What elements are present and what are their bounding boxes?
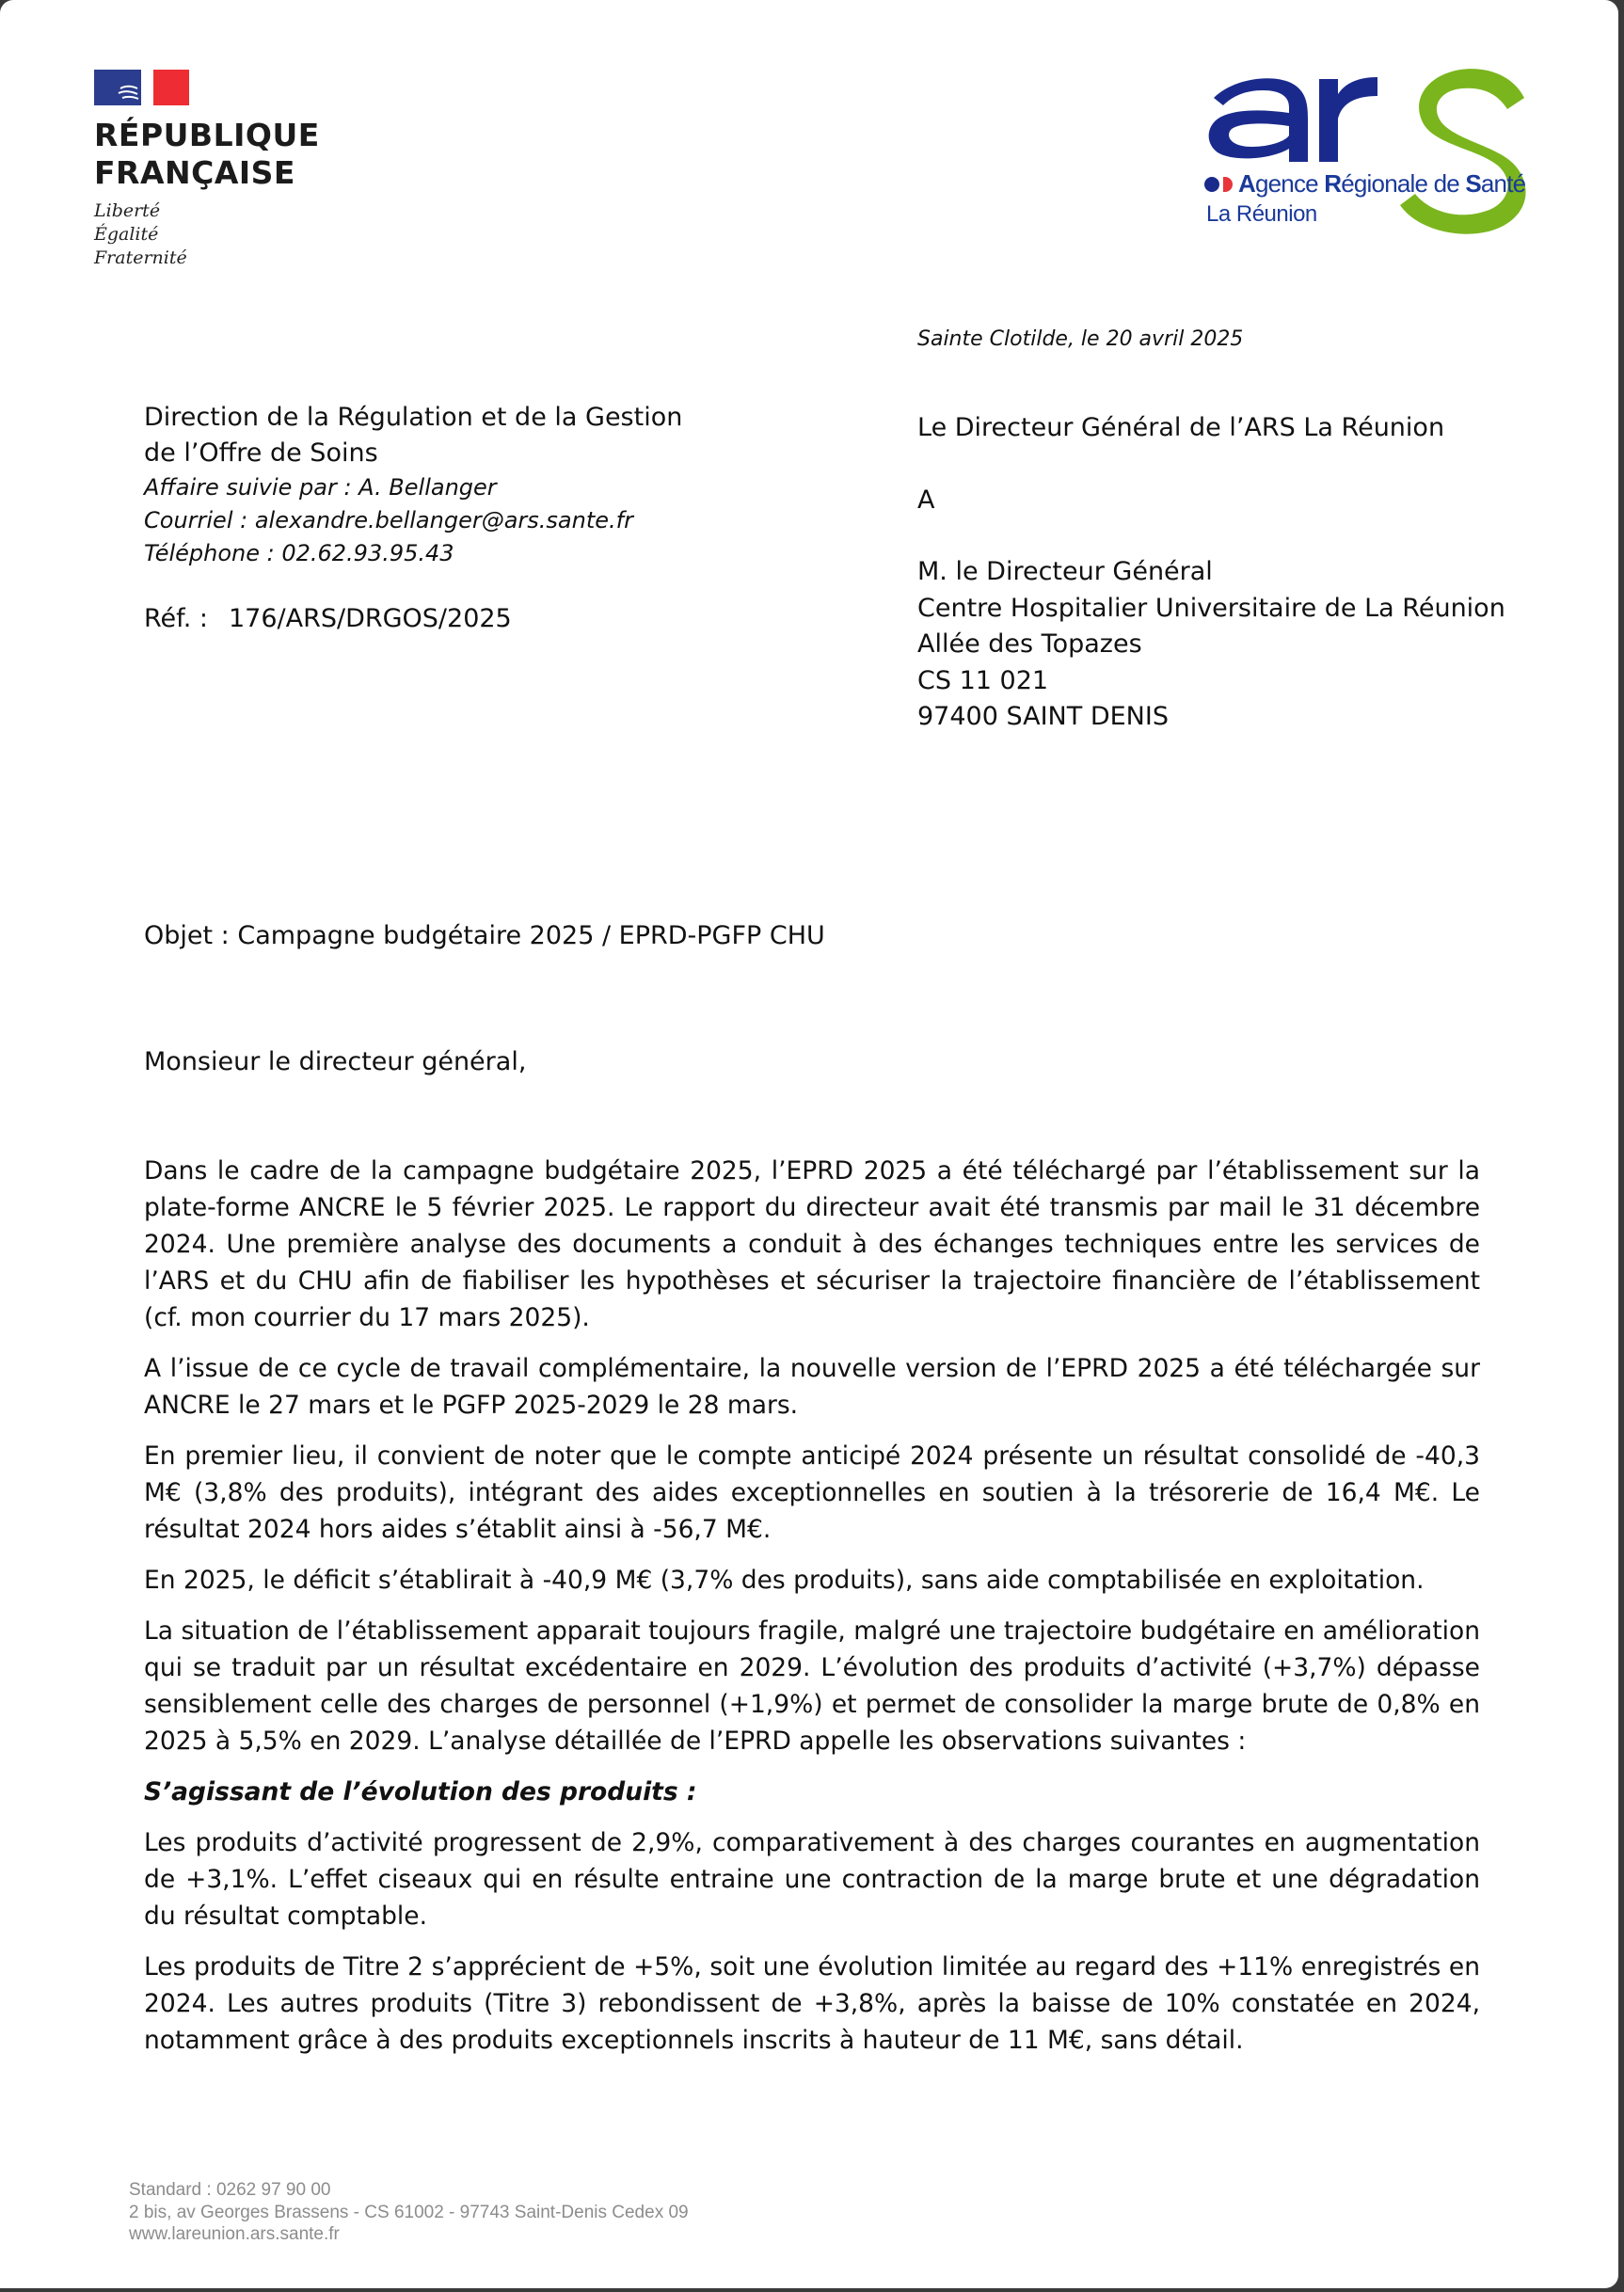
ars-logo <box>1204 62 1543 260</box>
recipient-address-line: M. le Directeur Général <box>917 557 1213 586</box>
sender-department-line-2: de l’Offre de Soins <box>144 438 378 468</box>
agency-text-3: anté <box>1480 169 1526 198</box>
motto-fraternite: Fraternité <box>94 247 187 268</box>
republique-francaise-title <box>94 117 339 192</box>
reference <box>144 604 512 633</box>
followed-by: Affaire suivie par : A. Bellanger <box>144 474 497 501</box>
body-paragraph: En 2025, le déficit s’établirait à -40,9 M€ (3,7% des produits), sans aide comptabilisée en exploitation. <box>144 1566 1425 1595</box>
ars-agency-name <box>1204 169 1525 199</box>
motto-liberte: Liberté <box>94 200 161 221</box>
section-paragraph: Les produits de Titre 2 s’apprécient de +5%, soit une évolution limitée au regard des +11% enregistrés en 2024. Les autres produits (Titre 3) rebondissent de +3,8%, après la baisse de 10% constatée en 2024, notamment grâce à des produits exceptionnels inscrits à hauteur de 11 M€, sans détail. <box>144 1952 1480 2055</box>
sender-email[interactable]: Courriel : alexandre.bellanger@ars.sante.fr <box>144 507 633 533</box>
recipient-address-line: CS 11 021 <box>917 665 1049 695</box>
ars-red-half-dot-icon <box>1223 177 1233 192</box>
date-line: Sainte Clotilde, le 20 avril 2025 <box>917 327 1244 351</box>
sender-block <box>144 400 682 570</box>
agency-text-1: gence <box>1254 169 1325 198</box>
footer-standard: Standard : 0262 97 90 00 <box>129 2180 331 2200</box>
letter-from: Le Directeur Général de l’ARS La Réunion <box>917 413 1445 442</box>
marianne-flag-icon <box>94 70 189 105</box>
body-paragraph: La situation de l’établissement apparait toujours fragile, malgré une trajectoire budgétaire en amélioration qui se traduit par un résultat excédentaire en 2029. L’évolution des produits d’activité (+3,7%) dépasse sensiblement celle des charges de personnel (+1,9%) et permet de consolider la marge brute de 0,8% en 2025 à 5,5% en 2029. L’analyse détaillée de l’EPRD appelle les observations suivantes : <box>144 1616 1480 1756</box>
recipient-block <box>917 410 1505 736</box>
body-paragraph: Dans le cadre de la campagne budgétaire 2025, l’EPRD 2025 a été téléchargé par l’établissement sur la plate-forme ANCRE le 5 février 2025. Le rapport du directeur avait été transmis par mail le 31 décembre 2024. Une première analyse des documents a conduit à des échanges techniques entre les services de l’ARS et du CHU afin de fiabiliser les hypothèses et sécuriser la trajectoire financière de l’établissement (cf. mon courrier du 17 mars 2025). <box>144 1156 1480 1332</box>
letter-subject: Objet : Campagne budgétaire 2025 / EPRD-PGFP CHU <box>144 921 825 950</box>
reference-label: Réf. : <box>144 604 208 633</box>
body-paragraph: En premier lieu, il convient de noter que le compte anticipé 2024 présente un résultat consolidé de -40,3 M€ (3,8% des produits), intégrant des aides exceptionnelles en soutien à la trésorerie de 16,4 M€. Le résultat 2024 hors aides s’établit ainsi à -56,7 M€. <box>144 1441 1480 1544</box>
agency-letter-a: A <box>1238 169 1255 198</box>
letter-body <box>144 1153 1480 2073</box>
body-paragraph: A l’issue de ce cycle de travail complémentaire, la nouvelle version de l’EPRD 2025 a été téléchargée sur ANCRE le 27 mars et le PGFP 2025-2029 le 28 mars. <box>144 1354 1480 1420</box>
ars-wordmark-icon <box>1204 62 1543 260</box>
sender-department-line-1: Direction de la Régulation et de la Gestion <box>144 403 683 432</box>
recipient-address-line: Allée des Topazes <box>917 629 1142 659</box>
section-paragraph: Les produits d’activité progressent de 2,9%, comparativement à des charges courantes en augmentation de +3,1%. L’effet ciseaux qui en résulte entraine une contraction de la marge brute et une dégradation du résultat comptable. <box>144 1828 1480 1931</box>
rf-title-line-2: FRANÇAISE <box>94 154 295 191</box>
reference-value: 176/ARS/DRGOS/2025 <box>228 604 512 633</box>
salutation: Monsieur le directeur général, <box>144 1047 527 1076</box>
agency-letter-s: S <box>1465 169 1481 198</box>
footer <box>129 2179 689 2246</box>
republique-francaise-logo <box>94 70 339 270</box>
motto-egalite: Égalité <box>94 224 159 245</box>
ars-blue-dot-icon <box>1204 177 1219 192</box>
rf-motto <box>94 199 339 270</box>
footer-website[interactable]: www.lareunion.ars.sante.fr <box>129 2224 340 2244</box>
ars-region: La Réunion <box>1206 201 1317 227</box>
agency-letter-r: R <box>1324 169 1342 198</box>
rf-title-line-1: RÉPUBLIQUE <box>94 117 320 153</box>
footer-address: 2 bis, av Georges Brassens - CS 61002 - 97743 Saint-Denis Cedex 09 <box>129 2202 689 2222</box>
sender-phone: Téléphone : 02.62.93.95.43 <box>144 540 454 566</box>
section-heading: S’agissant de l’évolution des produits : <box>144 1777 697 1807</box>
recipient-address-line: Centre Hospitalier Universitaire de La Réunion <box>917 593 1505 623</box>
to-marker: A <box>917 485 935 515</box>
agency-text-2: égionale de <box>1341 169 1466 198</box>
recipient-address-line: 97400 SAINT DENIS <box>917 702 1169 731</box>
